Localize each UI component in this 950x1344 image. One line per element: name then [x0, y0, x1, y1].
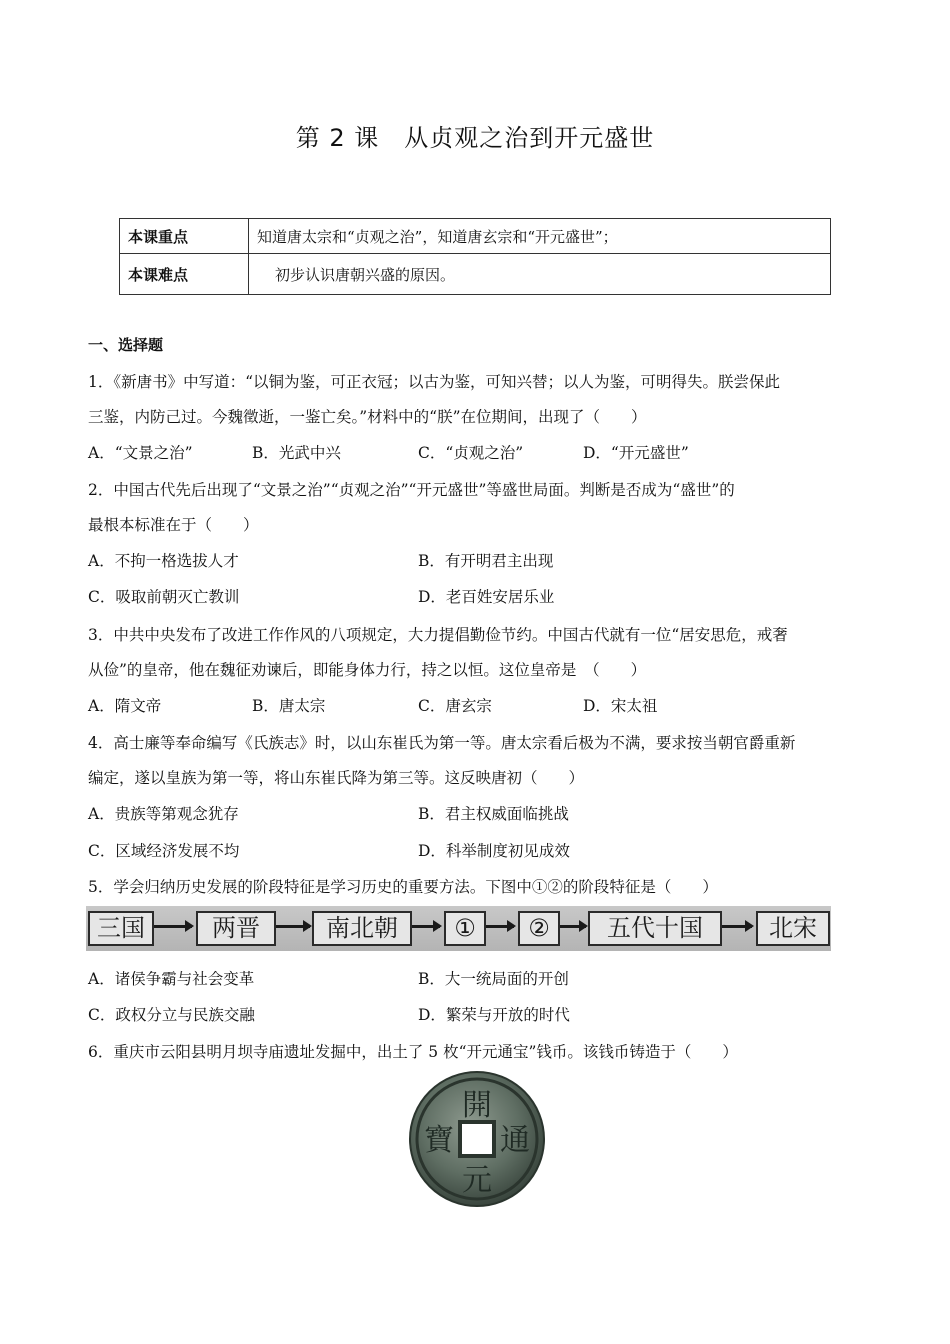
- q1-stem-line2: 三鉴，内防己过。今魏徵逝，一鉴亡矣。”材料中的“朕”在位期间，出现了（ ）: [88, 408, 647, 426]
- section-title: 一、选择题: [88, 336, 164, 354]
- q5-option-d: D．繁荣与开放的时代: [418, 1006, 570, 1024]
- timeline-node: 南北朝: [312, 911, 412, 946]
- coin-image: [408, 1070, 546, 1208]
- q6-stem: 6．重庆市云阳县明月坝寺庙遗址发掘中，出土了 5 枚“开元通宝”钱币。该钱币铸造于（ ）: [88, 1043, 738, 1061]
- key-point-text: 知道唐太宗和“贞观之治”，知道唐玄宗和“开元盛世”；: [249, 219, 831, 254]
- q4-option-b: B．君主权威面临挑战: [418, 805, 569, 823]
- q2-option-d: D．老百姓安居乐业: [418, 588, 555, 606]
- q4-stem-line1: 4．高士廉等奉命编写《氏族志》时，以山东崔氏为第一等。唐太宗看后极为不满，要求按当朝官爵重新: [88, 734, 796, 752]
- q2-stem-line2: 最根本标准在于（ ）: [88, 516, 259, 534]
- q1-option-d: D．“开元盛世”: [583, 444, 689, 462]
- arrow-icon: [276, 925, 310, 928]
- timeline-image: [86, 906, 831, 951]
- q2-stem-line1: 2．中国古代先后出现了“文景之治”“贞观之治”“开元盛世”等盛世局面。判断是否成为“盛世”的: [88, 481, 735, 499]
- q5-option-c: C．政权分立与民族交融: [88, 1006, 255, 1024]
- coin-char-right: 通: [500, 1123, 530, 1158]
- arrow-icon: [154, 925, 192, 928]
- timeline-node: ②: [518, 911, 560, 946]
- timeline-node: 三国: [88, 911, 154, 946]
- q1-option-a: A．“文景之治”: [88, 444, 193, 462]
- difficulty-label: 本课难点: [120, 254, 249, 295]
- arrow-icon: [486, 925, 514, 928]
- q4-option-c: C．区域经济发展不均: [88, 842, 240, 860]
- timeline-node: ①: [444, 911, 486, 946]
- arrow-icon: [722, 925, 752, 928]
- q3-stem-line2: 从俭”的皇帝，他在魏征劝谏后，即能身体力行，持之以恒。这位皇帝是 （ ）: [88, 661, 647, 679]
- coin-char-bottom: 元: [462, 1163, 492, 1198]
- q3-option-a: A．隋文帝: [88, 697, 162, 715]
- q2-option-b: B．有开明君主出现: [418, 552, 554, 570]
- q1-stem-line1: 1．《新唐书》中写道：“以铜为鉴，可正衣冠；以古为鉴，可知兴替；以人为鉴，可明得失。朕尝保此: [88, 373, 781, 391]
- timeline-node: 五代十国: [588, 911, 722, 946]
- q5-stem: 5．学会归纳历史发展的阶段特征是学习历史的重要方法。下图中①②的阶段特征是（ ）: [88, 878, 718, 896]
- q4-option-a: A．贵族等第观念犹存: [88, 805, 239, 823]
- arrow-icon: [560, 925, 586, 928]
- key-points-table: [119, 218, 831, 295]
- q5-option-b: B．大一统局面的开创: [418, 970, 569, 988]
- q5-option-a: A．诸侯争霸与社会变革: [88, 970, 255, 988]
- difficulty-text: 初步认识唐朝兴盛的原因。: [249, 254, 831, 295]
- page-title: 第 2 课 从贞观之治到开元盛世: [295, 124, 655, 152]
- kaiyuan-coin-icon: [408, 1070, 546, 1208]
- arrow-icon: [412, 925, 440, 928]
- coin-char-left: 寶: [424, 1123, 454, 1158]
- q3-option-d: D．宋太祖: [583, 697, 658, 715]
- q3-option-c: C．唐玄宗: [418, 697, 492, 715]
- q2-option-a: A．不拘一格选拔人才: [88, 552, 239, 570]
- q4-option-d: D．科举制度初见成效: [418, 842, 570, 860]
- q4-stem-line2: 编定，遂以皇族为第一等，将山东崔氏降为第三等。这反映唐初（ ）: [88, 769, 585, 787]
- coin-char-top: 開: [462, 1088, 492, 1123]
- q2-option-c: C．吸取前朝灭亡教训: [88, 588, 240, 606]
- q3-stem-line1: 3．中共中央发布了改进工作作风的八项规定，大力提倡勤俭节约。中国古代就有一位“居安思危，戒奢: [88, 626, 788, 644]
- q1-option-b: B．光武中兴: [252, 444, 341, 462]
- key-point-label: 本课重点: [120, 219, 249, 254]
- timeline-node: 北宋: [756, 911, 830, 946]
- q3-option-b: B．唐太宗: [252, 697, 326, 715]
- q1-option-c: C．“贞观之治”: [418, 444, 524, 462]
- timeline-node: 两晋: [196, 911, 276, 946]
